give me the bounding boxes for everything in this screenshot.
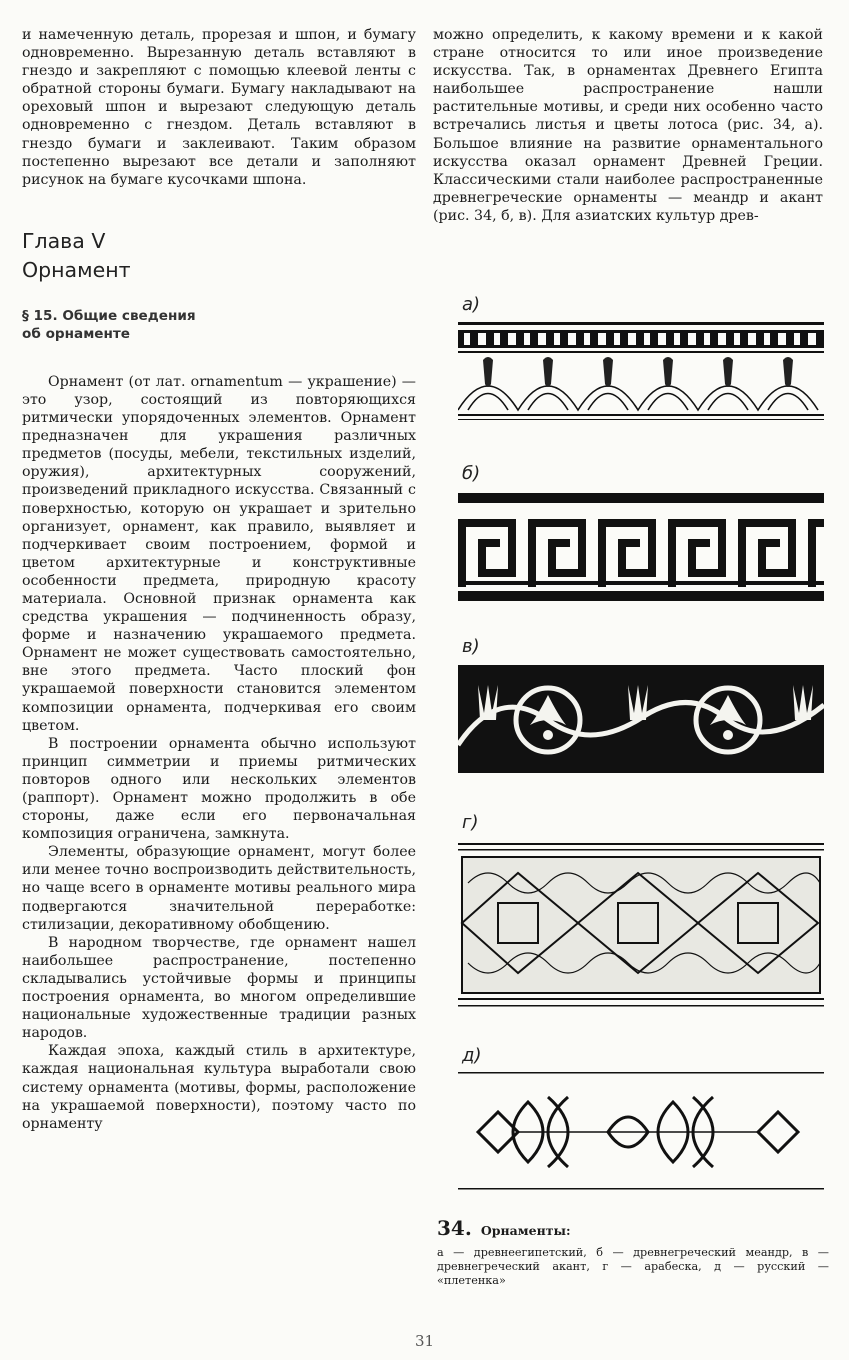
chapter-heading: [22, 227, 416, 285]
right-column: [433, 26, 823, 225]
figure-label-v: в): [462, 636, 480, 657]
arabesque-ornament: [458, 843, 824, 1013]
figure-number: 34.: [437, 1216, 472, 1240]
figure-caption-text: а — древнеегипетский, б — древнегреческий меандр, в — древнегреческий акант, г — арабеска, д — русский — «плетенка»: [437, 1246, 829, 1287]
paragraph-2: В построении орнамента обычно используют принцип симметрии и приемы ритмических повторов одного или нескольких элементов (раппорт). Орнамент можно продолжить в обе стороны, даже если его первоначальная композиция ограничена, замкнута.: [22, 735, 416, 843]
paragraph-right: можно определить, к какому времени и к какой стране относится то или иное произведение искусства. Так, в орнаментах Древнего Египта наибольшее распространение нашли растительные мотивы, и среди них особенно часто встречались листья и цветы лотоса (рис. 34, а). Большое влияние на развитие орнаментального искусства оказал орнамент Древней Греции. Классическими стали наиболее распространенные древнегреческие орнаменты — меандр и акант (рис. 34, б, в). Для азиатских культур древ-: [433, 27, 823, 224]
left-column: [22, 26, 416, 1133]
figure-label-a: а): [462, 294, 481, 315]
acanthus-ornament: [458, 665, 824, 780]
section-line-1: § 15. Общие сведения: [22, 307, 196, 324]
figure-caption: [437, 1216, 829, 1288]
figure-title: Орнаменты:: [480, 1223, 571, 1238]
chapter-number: Глава V: [22, 228, 106, 253]
paragraph-5: Каждая эпоха, каждый стиль в архитектуре, каждая национальная культура выработали свою систему орнамента (мотивы, формы, расположение на украшаемой поверхности), поэтому часто по орнаменту: [22, 1043, 416, 1132]
paragraph-continuation: и намеченную деталь, прорезая и шпон, и бумагу одновременно. Вырезанную деталь вставляют в гнездо и закрепляют с помощью клеевой ленты с обратной стороны бумаги. Бумагу накладывают на ореховый шпон и вырезают следующую деталь одновременно с гнездом. Деталь вставляют в гнездо бумаги и заклеивают. Таким образом постепенно вырезают все детали и заполняют рисунок на бумаге кусочками шпона.: [22, 27, 416, 188]
figure-label-d: д): [462, 1045, 482, 1066]
section-heading: [22, 307, 416, 343]
paragraph-1: Орнамент (от лат. ornamentum — украшение) — это узор, состоящий из повторяющихся ритмически упорядоченных элементов. Орнамент предназначен для украшения различных предметов (посуды, мебели, текстильных изделий, оружия), архитектурных сооружений, произведений прикладного искусства. Связанный с поверхностью, которую он украшает и зрительно организует, орнамент, как правило, выявляет и подчеркивает своим построением, формой и цветом архитектурные и конструктивные особенности предмета, природную красоту материала. Основной признак орнамента как средства украшения — подчиненность образу, форме и назначению украшаемого предмета. Орнамент не может существовать самостоятельно, вне этого предмета. Часто плоский фон украшаемой поверхности становится элементом композиции орнамента, подчеркивая его своим цветом.: [22, 373, 416, 734]
figure-label-b: б): [462, 463, 481, 484]
chapter-title: Орнамент: [22, 257, 131, 282]
paragraph-3: Элементы, образующие орнамент, могут более или менее точно воспроизводить действительность, но чаще всего в орнаменте мотивы реального мира подвергаются значительной переработке: стилизации, декоративному обобщению.: [22, 844, 416, 933]
section-line-2: об орнаменте: [22, 325, 131, 342]
pletenka-ornament: [458, 1072, 824, 1192]
meander-ornament: [458, 493, 824, 608]
figure-label-g: г): [462, 812, 479, 833]
egyptian-ornament: [458, 322, 824, 422]
paragraph-4: В народном творчестве, где орнамент нашел наибольшее распространение, постепенно складывались устойчивые формы и принципы построения орнамента, во многом определившие национальные художественные традиции разных народов.: [22, 934, 416, 1042]
page-number: 31: [414, 1332, 435, 1350]
